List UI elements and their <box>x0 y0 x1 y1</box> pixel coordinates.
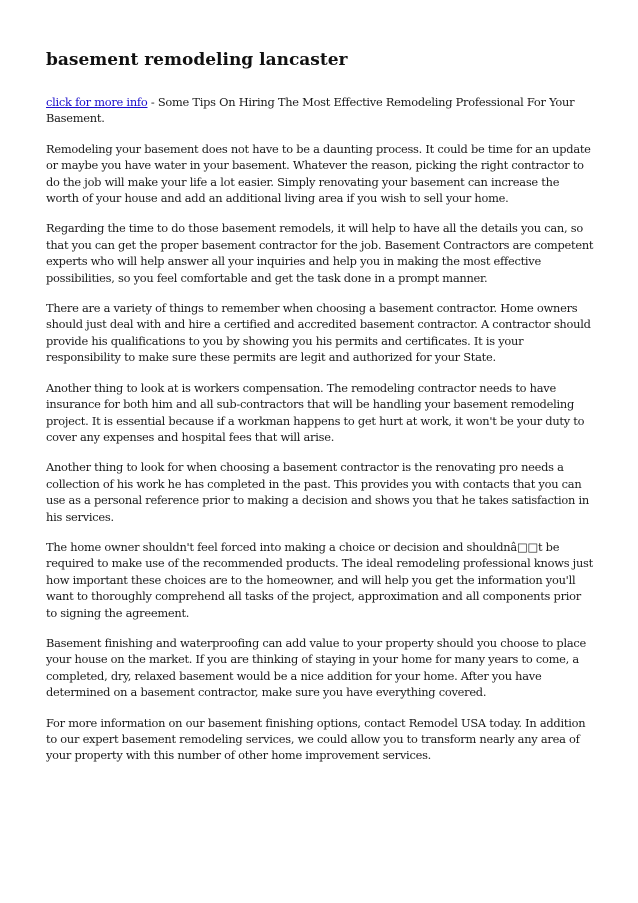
paragraph-1: Remodeling your basement does not have to be a daunting process. It could be time for an update or maybe you have water in your basement. Whatever the reason, picking the right contractor to do the job will make your life a lot easier. Simply renovating your basement can increase the worth of your house and add an additional living area if you wish to sell your home. <box>46 141 591 206</box>
paragraph-4: Another thing to look at is workers compensation. The remodeling contractor needs to have insurance for both him and all sub-contractors that will be handling your basement remodeling project. It is essential because if a workman happens to get hurt at work, it won't be your duty to cover any expenses and hospital fees that will arise. <box>46 380 585 444</box>
paragraph-2: Regarding the time to do those basement remodels, it will help to have all the details you can, so that you can get the proper basement contractor for the job. Basement Contractors are competent experts who will help answer all your inquiries and help you in making the most effective possibilities, so you feel comfortable and get the task done in a prompt manner. <box>46 221 594 285</box>
document-page <box>46 48 594 778</box>
paragraph-8: For more information on our basement finishing options, contact Remodel USA today. In addition to our expert basement remodeling services, we could allow you to transform nearly any area of your property with this number of other home improvement services. <box>46 715 586 763</box>
paragraph-6: The home owner shouldn't feel forced into making a choice or decision and shouldnâ□□t be required to make use of the recommended products. The ideal remodeling professional knows just how important these choices are to the homeowner, and will help you get the information you'll want to thoroughly comprehend all tasks of the project, approximation and all components prior to signing the agreement. <box>46 539 593 620</box>
paragraph-3: There are a variety of things to remember when choosing a basement contractor. Home owners should just deal with and hire a certified and accredited basement contractor. A contractor should provide his qualifications to you by showing you his permits and certificates. It is your responsibility to make sure these permits are legit and authorized for your State. <box>46 301 591 365</box>
intro-text: - Some Tips On Hiring The Most Effective Remodeling Professional For Your Basement. <box>46 95 575 126</box>
page-title: basement remodeling lancaster <box>46 50 348 70</box>
more-info-link[interactable]: click for more info <box>46 95 148 109</box>
paragraph-5: Another thing to look for when choosing a basement contractor is the renovating pro needs a collection of his work he has completed in the past. This provides you with contacts that you can use as a personal reference prior to making a decision and shows you that he takes satisfaction in his services. <box>46 460 589 524</box>
paragraph-7: Basement finishing and waterproofing can add value to your property should you choose to place your house on the market. If you are thinking of staying in your home for many years to come, a completed, dry, relaxed basement would be a nice addition for your home. After you have determined on a basement contractor, make sure you have everything covered. <box>46 635 587 700</box>
intro-paragraph <box>46 94 594 127</box>
